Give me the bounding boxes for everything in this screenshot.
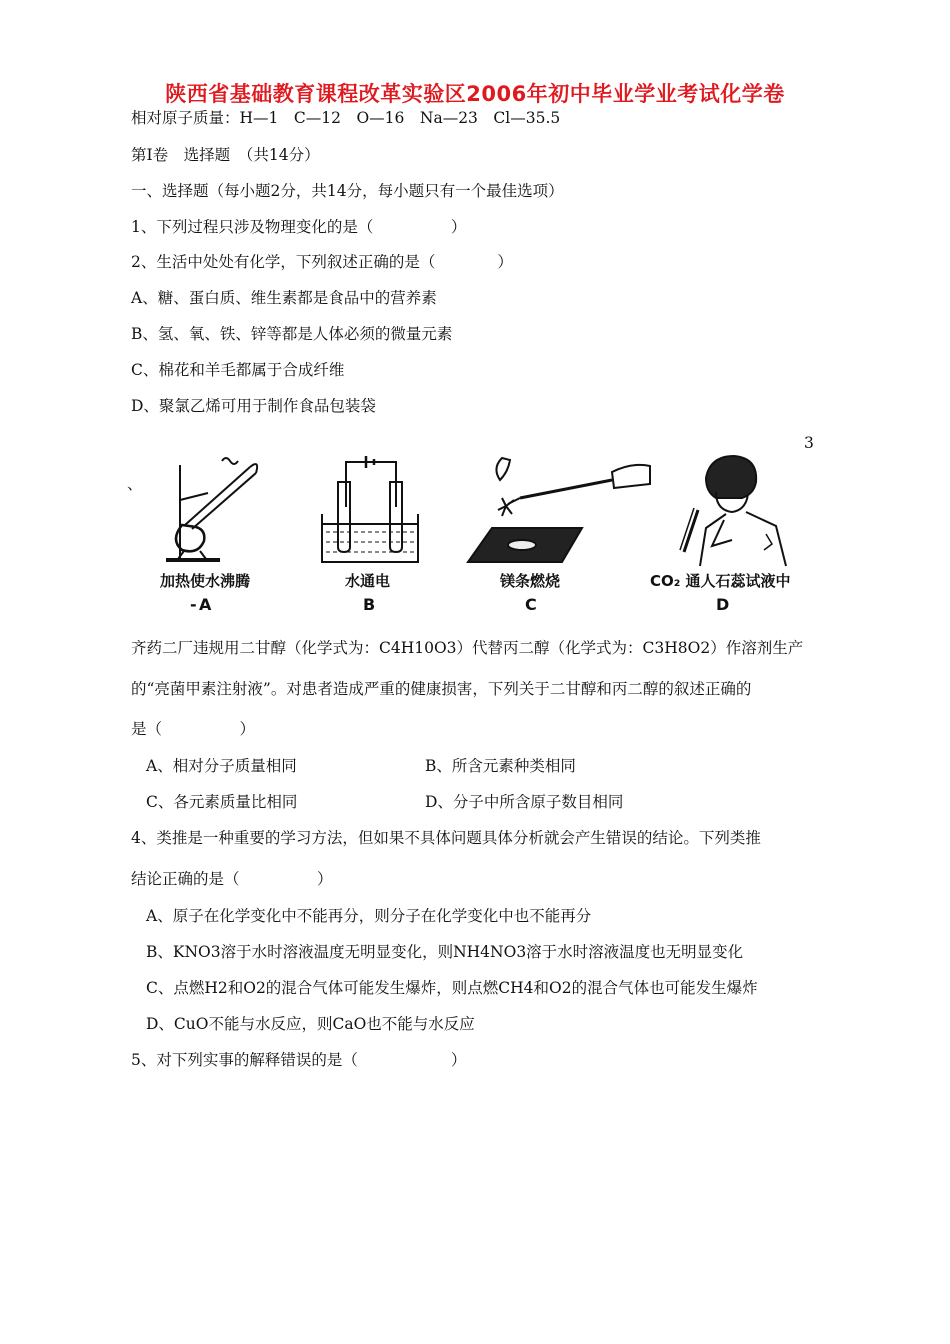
question-4-option-a: A、原子在化学变化中不能再分，则分子在化学变化中也不能再分 [146, 907, 592, 925]
question-3-option-a: A、相对分子质量相同 [146, 757, 297, 775]
question-3-line-1: 齐药二厂违规用二甘醇（化学式为：C4H10O3）代替丙二醇（化学式为：C3H8O2）作溶剂生产 [131, 639, 804, 657]
question-2-option-a: A、糖、蛋白质、维生素都是食品中的营养素 [131, 289, 437, 307]
figure-c-letter: C [525, 595, 537, 614]
question-4-option-d: D、CuO不能与水反应，则CaO也不能与水反应 [146, 1015, 475, 1033]
section-heading: 第Ⅰ卷 选择题 （共14分） [131, 146, 320, 164]
question-3-mark: 、 [127, 475, 143, 493]
atomic-mass-line: 相对原子质量：H—1 C—12 O—16 Na—23 Cl—35.5 [131, 109, 561, 127]
figure-a-mark: - [190, 595, 197, 614]
question-4-option-b: B、KNO3溶于水时溶液温度无明显变化，则NH4NO3溶于水时溶液温度也无明显变化 [146, 943, 744, 961]
figure-c-caption: 镁条燃烧 [500, 572, 561, 590]
figure-d-co2-litmus [676, 448, 794, 568]
question-3-option-c: C、各元素质量比相同 [146, 793, 298, 811]
question-1: 1、下列过程只涉及物理变化的是（ ） [131, 218, 467, 236]
exam-title: 陕西省基础教育课程改革实验区2006年初中毕业学业考试化学卷 [165, 82, 785, 106]
question-4-option-c: C、点燃H2和O2的混合气体可能发生爆炸，则点燃CH4和O2的混合气体也可能发生爆炸 [146, 979, 758, 997]
figure-c-magnesium-burning [462, 450, 654, 568]
question-2-stem: 2、生活中处处有化学，下列叙述正确的是（ ） [131, 253, 513, 271]
figure-a-letter: A [199, 595, 212, 614]
part-one-heading: 一、选择题（每小题2分，共14分，每小题只有一个最佳选项） [131, 182, 564, 200]
question-5: 5、对下列实事的解释错误的是（ ） [131, 1051, 467, 1069]
figure-d-letter: D [716, 595, 730, 614]
figure-b-letter: B [363, 595, 376, 614]
question-3-option-b: B、所含元素种类相同 [425, 757, 576, 775]
figure-d-caption: CO₂ 通人石蕊试液中 [650, 572, 791, 590]
question-3-line-3: 是（ ） [131, 720, 256, 738]
question-3-number: 3 [804, 434, 814, 452]
figure-b-electrolysis [318, 452, 423, 567]
question-4-line-2: 结论正确的是（ ） [131, 870, 333, 888]
figure-a-caption: 加热使水沸腾 [160, 572, 251, 590]
question-2-option-d: D、聚氯乙烯可用于制作食品包装袋 [131, 397, 376, 415]
figure-a-heating-water [160, 455, 270, 567]
question-3-line-2: 的“亮菌甲素注射液”。对患者造成严重的健康损害，下列关于二甘醇和丙二醇的叙述正确的 [131, 680, 752, 698]
question-2-option-c: C、棉花和羊毛都属于合成纤维 [131, 361, 345, 379]
question-4-line-1: 4、类推是一种重要的学习方法，但如果不具体问题具体分析就会产生错误的结论。下列类推 [131, 829, 761, 847]
question-3-option-d: D、分子中所含原子数目相同 [425, 793, 624, 811]
figure-b-caption: 水通电 [345, 572, 391, 590]
question-2-option-b: B、氢、氧、铁、锌等都是人体必须的微量元素 [131, 325, 453, 343]
